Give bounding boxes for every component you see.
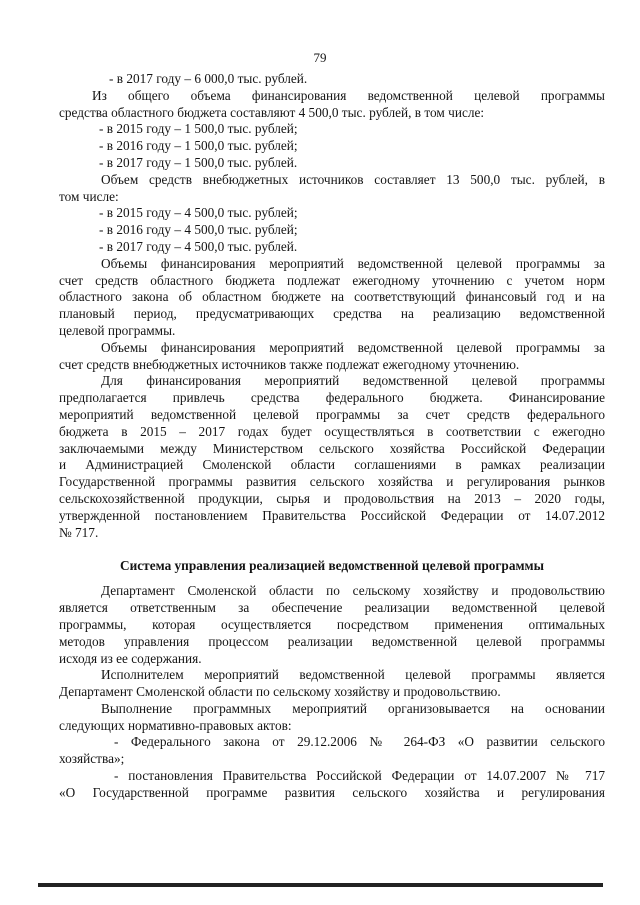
text-line: «О Государственной программе развития сельского хозяйства и регулирования [59, 784, 605, 800]
text-line: Объем средств внебюджетных источников составляет 13 500,0 тыс. рублей, в [101, 171, 605, 187]
text-line: Для финансирования мероприятий ведомственной целевой программы [101, 373, 605, 389]
text-line: предполагается привлечь средства федерального бюджета. Финансирование [59, 390, 605, 406]
text-line: Из общего объема финансирования ведомственной целевой программы [92, 87, 605, 103]
text-line: является ответственным за обеспечение реализации ведомственной целевой [59, 600, 605, 616]
text-line: - в 2017 году – 1 500,0 тыс. рублей. [99, 154, 298, 170]
text-line: Объемы финансирования мероприятий ведомственной целевой программы за [101, 255, 605, 271]
document-body [59, 71, 605, 802]
text-line: средства областного бюджета составляют 4 500,0 тыс. рублей, в том числе: [59, 104, 485, 120]
text-line: счет средств внебюджетных источников также подлежат ежегодному уточнению. [59, 356, 520, 372]
section-heading: Система управления реализацией ведомственной целевой программы [120, 558, 544, 574]
text-line: Департамент Смоленской области по сельскому хозяйству и продовольствию [101, 583, 605, 599]
text-line: и Администрацией Смоленской области соглашениями в рамках реализации [59, 457, 605, 473]
text-line: мероприятий ведомственной целевой программы за счет средств федерального [59, 406, 605, 422]
text-line: Объемы финансирования мероприятий ведомственной целевой программы за [101, 339, 605, 355]
text-line: - в 2017 году – 6 000,0 тыс. рублей. [109, 71, 308, 86]
text-line: программы, которая осуществляется посредством применения оптимальных [59, 616, 605, 632]
text-line: сельскохозяйственной продукции, сырья и продовольствия на 2013 – 2020 годы, [59, 490, 605, 506]
text-line: исходя из ее содержания. [59, 650, 202, 666]
text-line: бюджета в 2015 – 2017 годах будет осуществляться в соответствии с ежегодно [59, 423, 605, 439]
text-line: - Федерального закона от 29.12.2006 № 264-ФЗ «О развитии сельского [114, 734, 605, 750]
bottom-rule [38, 883, 603, 887]
page-number: 79 [313, 50, 327, 65]
text-line: целевой программы. [59, 322, 176, 338]
text-line: - в 2015 году – 1 500,0 тыс. рублей; [99, 121, 298, 137]
text-line: - в 2017 году – 4 500,0 тыс. рублей. [99, 238, 298, 254]
text-line: методов управления процессом реализации ведомственной целевой программы [59, 633, 605, 649]
text-line: - в 2015 году – 4 500,0 тыс. рублей; [99, 205, 298, 221]
text-line: - в 2016 году – 1 500,0 тыс. рублей; [99, 138, 298, 154]
text-line: областного закона об областном бюджете на соответствующий финансовый год и на [59, 289, 605, 305]
funding-section [59, 71, 605, 541]
text-line: - в 2016 году – 4 500,0 тыс. рублей; [99, 222, 298, 238]
spacer [59, 541, 605, 557]
text-line: заключаемыми между Министерством сельского хозяйства Российской Федерации [59, 440, 605, 456]
text-line: Выполнение программных мероприятий организовывается на основании [101, 700, 605, 716]
text-line: плановый период, предусматривающих средства на реализацию ведомственной [59, 306, 605, 322]
text-line: утвержденной постановлением Правительства Российской Федерации от 14.07.2012 [59, 507, 605, 523]
text-line: следующих нормативно-правовых актов: [59, 717, 292, 733]
text-line: Департамент Смоленской области по сельскому хозяйству и продовольствию. [59, 684, 501, 700]
management-section [59, 583, 605, 801]
text-line: счет средств областного бюджета подлежат ежегодному уточнению с учетом норм [59, 272, 605, 288]
text-line: хозяйства»; [59, 751, 125, 767]
text-line: - постановления Правительства Российской Федерации от 14.07.2007 № 717 [114, 768, 605, 784]
spacer [59, 575, 605, 583]
text-line: Исполнителем мероприятий ведомственной целевой программы является [101, 667, 605, 683]
text-line: № 717. [59, 524, 99, 540]
text-line: том числе: [59, 188, 119, 204]
text-line: Государственной программы развития сельского хозяйства и регулирования рынков [59, 474, 605, 490]
